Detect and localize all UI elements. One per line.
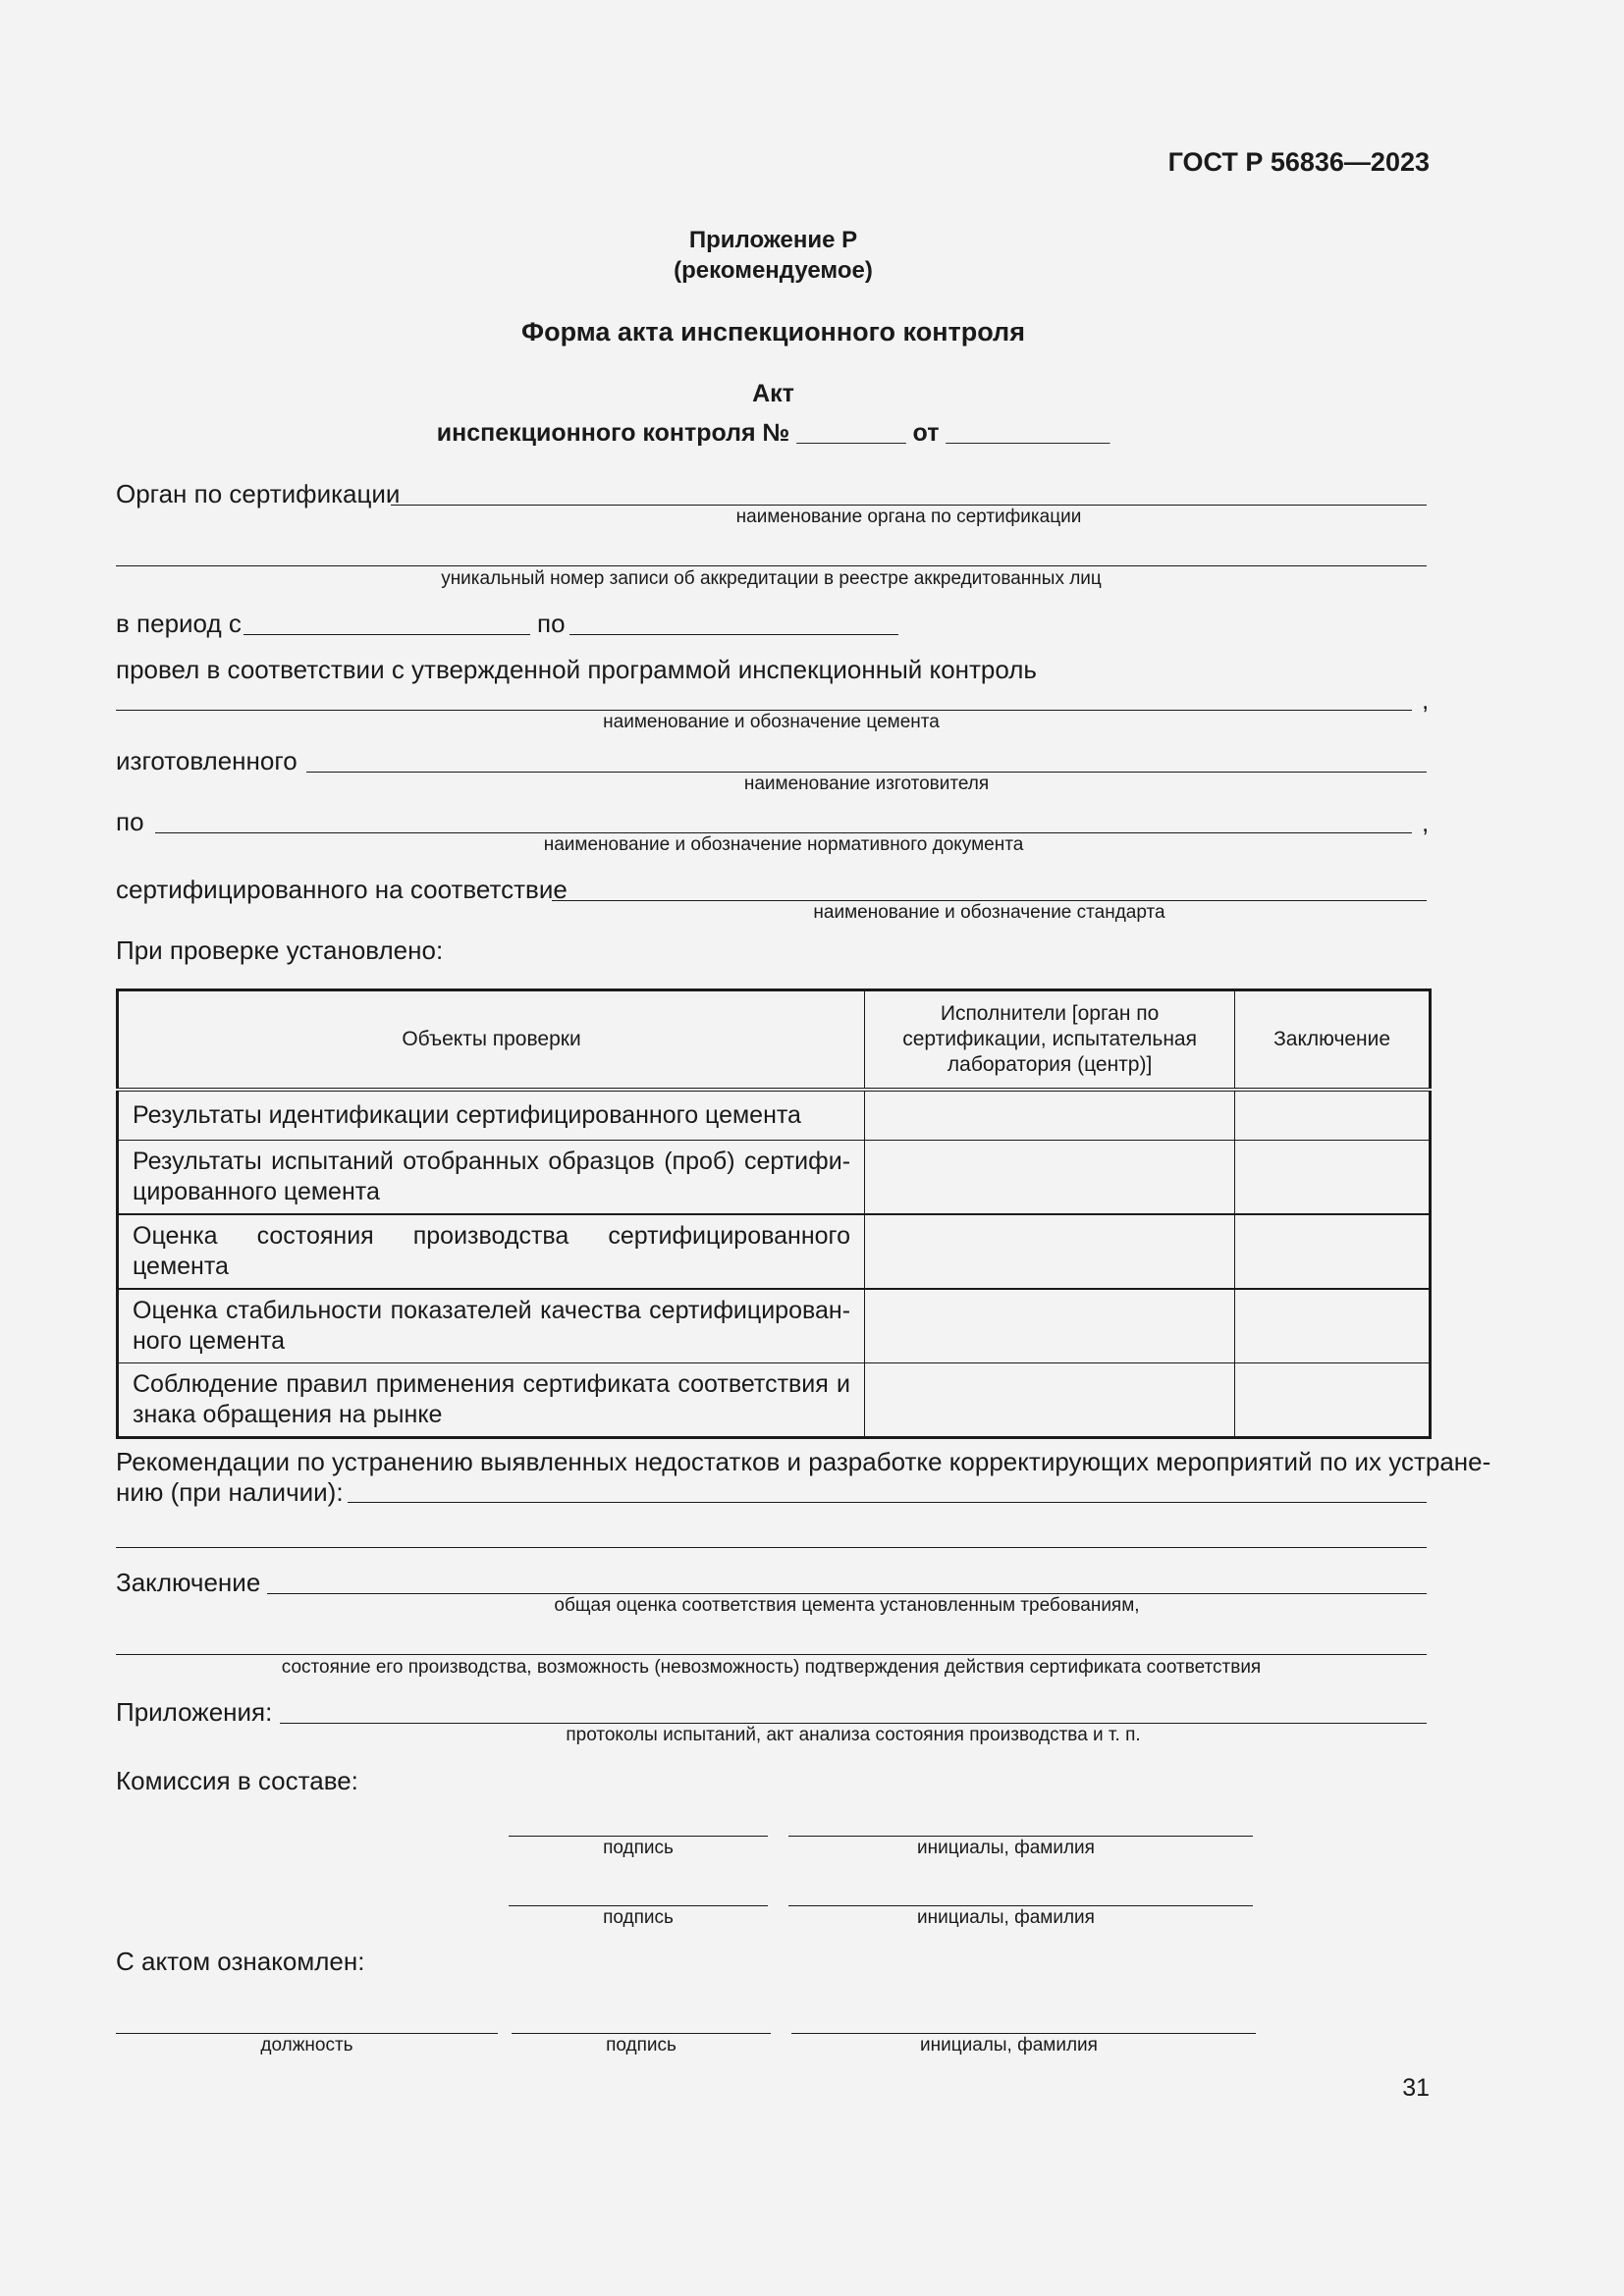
act-subtitle: инспекционного контроля № ________ от ____________ [436, 419, 1110, 447]
certified-caption: наименование и обозначение стандарта [813, 902, 1165, 923]
acquainted-position-line[interactable] [116, 2033, 498, 2034]
manufacturer-line[interactable] [306, 772, 1427, 773]
recommendations-input-line-2[interactable] [116, 1547, 1427, 1548]
manufactured-label: изготовленного [116, 746, 298, 775]
normative-comma: , [1422, 808, 1430, 837]
commission-signature-caption-1: подпись [603, 1838, 674, 1858]
commission-name-caption-1: инициалы, фамилия [917, 1838, 1095, 1858]
row-executor-cell[interactable] [865, 1141, 1235, 1215]
commission-signature-caption-2: подпись [603, 1907, 674, 1928]
cement-caption: наименование и обозначение цемента [603, 712, 940, 732]
table-row [118, 1289, 1431, 1363]
cert-body-line[interactable] [391, 505, 1427, 506]
table-row [118, 1214, 1431, 1289]
row-object: Результаты идентификации сертифицированного цемента [118, 1090, 865, 1141]
inspection-table [116, 988, 1432, 1439]
attachments-caption: протоколы испытаний, акт анализа состояния производства и т. п. [566, 1725, 1141, 1745]
normative-caption: наименование и обозначение нормативного документа [543, 834, 1024, 855]
period-from-line[interactable] [244, 634, 530, 635]
recommendations-input-line[interactable] [348, 1502, 1427, 1503]
acquainted-signature-line[interactable] [512, 2033, 771, 2034]
acquainted-signature-caption: подпись [606, 2035, 677, 2056]
row-executor-cell[interactable] [865, 1363, 1235, 1438]
cert-body-caption: наименование органа по сертификации [735, 507, 1082, 527]
commission-name-caption-2: инициалы, фамилия [917, 1907, 1095, 1928]
accreditation-caption: уникальный номер записи об аккредитации в реестре аккредитованных лиц [441, 568, 1102, 589]
recommendations-line1: Рекомендации по устранению выявленных недостатков и разработке корректирующих мероприятий по их устране- [116, 1447, 1491, 1476]
normative-line[interactable] [155, 832, 1412, 833]
conclusion-caption-1: общая оценка соответствия цемента установленным требованиям, [554, 1595, 1140, 1616]
form-title: Форма акта инспекционного контроля [521, 317, 1025, 347]
row-conclusion-cell[interactable] [1235, 1214, 1431, 1289]
header-objects: Объекты проверки [118, 990, 865, 1091]
commission-signature-line-1[interactable] [509, 1836, 768, 1837]
row-conclusion-cell[interactable] [1235, 1090, 1431, 1141]
attachments-line[interactable] [280, 1723, 1427, 1724]
row-object: Оценка стабильности показателей качества сертифицированного цемента [118, 1289, 865, 1363]
normative-label: по [116, 807, 144, 836]
header-executors: Исполнители [орган по сертификации, испытательная лаборатория (центр)] [865, 990, 1235, 1091]
table-header-row [118, 990, 1431, 1091]
standard-designation: ГОСТ Р 56836—2023 [1167, 147, 1430, 177]
certified-line[interactable] [552, 900, 1427, 901]
acquainted-position-caption: должность [260, 2035, 353, 2056]
row-conclusion-cell[interactable] [1235, 1289, 1431, 1363]
conclusion-caption-2: состояние его производства, возможность (невозможность) подтверждения действия сертификата соответствия [281, 1657, 1262, 1678]
conclusion-line[interactable] [267, 1593, 1427, 1594]
appendix-title: Приложение Р [688, 227, 858, 253]
page-number: 31 [1402, 2074, 1430, 2102]
table-row [118, 1141, 1431, 1215]
period-to-label: по [537, 609, 566, 638]
period-to-line[interactable] [569, 634, 898, 635]
commission-signature-line-2[interactable] [509, 1905, 768, 1906]
header-conclusion: Заключение [1235, 990, 1431, 1091]
cement-line[interactable] [116, 710, 1412, 711]
recommendations-line2: нию (при наличии): [116, 1477, 344, 1507]
table-row [118, 1363, 1431, 1438]
manufacturer-caption: наименование изготовителя [743, 774, 990, 794]
period-from-label: в период с [116, 609, 242, 638]
conclusion-line-2[interactable] [116, 1654, 1427, 1655]
commission-name-line-2[interactable] [788, 1905, 1253, 1906]
row-executor-cell[interactable] [865, 1214, 1235, 1289]
row-executor-cell[interactable] [865, 1090, 1235, 1141]
appendix-type: (рекомендуемое) [674, 257, 873, 284]
row-object: Оценка состояния производства сертифицированного цемента [118, 1214, 865, 1289]
acquainted-name-line[interactable] [791, 2033, 1256, 2034]
commission-name-line-1[interactable] [788, 1836, 1253, 1837]
row-conclusion-cell[interactable] [1235, 1141, 1431, 1215]
conducted-label: провел в соответствии с утвержденной программой инспекционный контроль [116, 655, 1037, 684]
accreditation-line[interactable] [116, 565, 1427, 566]
row-executor-cell[interactable] [865, 1289, 1235, 1363]
attachments-label: Приложения: [116, 1697, 273, 1727]
row-object: Результаты испытаний отобранных образцов (проб) сертифицированного цемента [118, 1141, 865, 1215]
row-object: Соблюдение правил применения сертификата соответствия и знака обращения на рынке [118, 1363, 865, 1438]
table-row [118, 1090, 1431, 1141]
established-label: При проверке установлено: [116, 935, 444, 965]
row-conclusion-cell[interactable] [1235, 1363, 1431, 1438]
act-title: Акт [752, 380, 794, 407]
cement-comma: , [1422, 685, 1430, 715]
acquainted-name-caption: инициалы, фамилия [920, 2035, 1098, 2056]
acquainted-label: С актом ознакомлен: [116, 1947, 365, 1976]
certified-label: сертифицированного на соответствие [116, 875, 568, 904]
commission-label: Комиссия в составе: [116, 1766, 358, 1795]
cert-body-label: Орган по сертификации [116, 479, 401, 508]
conclusion-label: Заключение [116, 1568, 261, 1597]
